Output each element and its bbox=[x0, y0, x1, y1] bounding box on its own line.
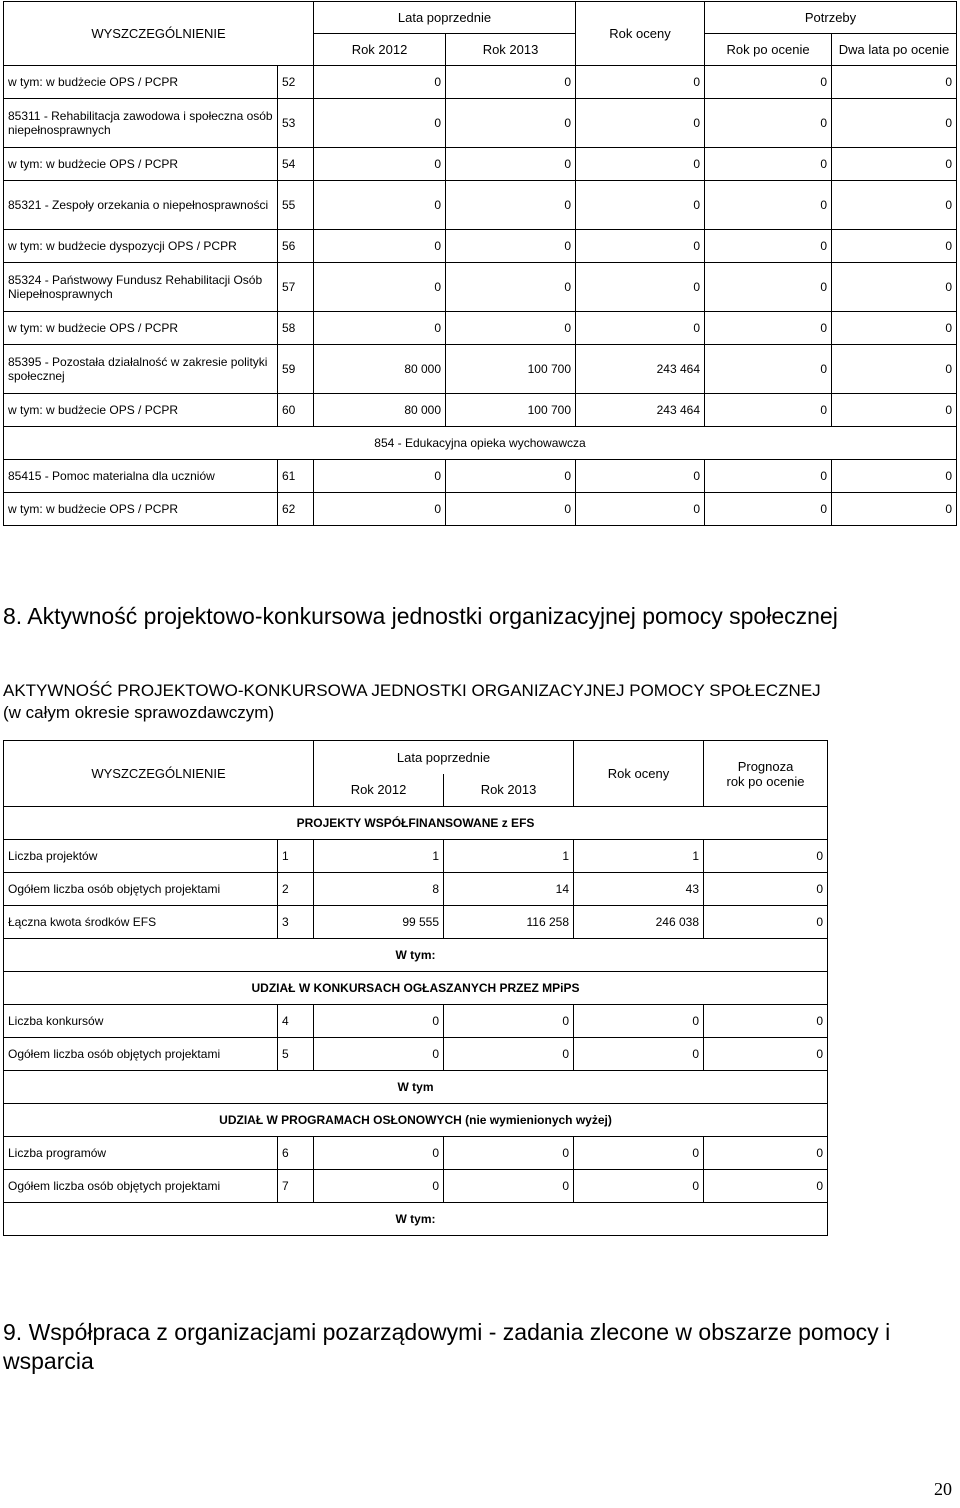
w-tym-2: W tym bbox=[4, 1071, 828, 1104]
table-row bbox=[4, 1038, 828, 1071]
table-row bbox=[4, 99, 957, 148]
row-value: 1 bbox=[574, 840, 704, 873]
row-label: Ogółem liczba osób objętych projektami bbox=[4, 1170, 278, 1203]
header2-rok-2012: Rok 2012 bbox=[314, 774, 444, 807]
page-number: 20 bbox=[934, 1479, 952, 1499]
header-rok-2012: Rok 2012 bbox=[314, 34, 446, 66]
section-8-subtitle bbox=[3, 680, 821, 724]
header-lata-poprzednie: Lata poprzednie bbox=[314, 2, 576, 34]
row-value: 0 bbox=[314, 312, 446, 345]
row-value: 0 bbox=[446, 99, 576, 148]
row-number: 56 bbox=[278, 230, 314, 263]
row-value: 243 464 bbox=[576, 394, 705, 427]
section-efs: PROJEKTY WSPÓŁFINANSOWANE z EFS bbox=[4, 807, 828, 840]
row-number: 61 bbox=[278, 460, 314, 493]
section-8-subtitle-line1: AKTYWNOŚĆ PROJEKTOWO-KONKURSOWA JEDNOSTKI ORGANIZACYJNEJ POMOCY SPOŁECZNEJ bbox=[3, 681, 821, 700]
row-value: 0 bbox=[704, 1137, 828, 1170]
header2-rok-po-ocenie: rok po ocenie bbox=[726, 773, 805, 789]
row-label: Liczba projektów bbox=[4, 840, 278, 873]
row-value: 116 258 bbox=[444, 906, 574, 939]
row-value: 0 bbox=[444, 1038, 574, 1071]
row-value: 0 bbox=[444, 1170, 574, 1203]
row-number: 62 bbox=[278, 493, 314, 526]
row-label: Ogółem liczba osób objętych projektami bbox=[4, 1038, 278, 1071]
row-label: 85321 - Zespoły orzekania o niepełnosprawności bbox=[4, 181, 278, 230]
row-label: 85415 - Pomoc materialna dla uczniów bbox=[4, 460, 278, 493]
table-row bbox=[4, 230, 957, 263]
row-value: 8 bbox=[314, 873, 444, 906]
row-value: 0 bbox=[314, 1170, 444, 1203]
row-value: 0 bbox=[705, 460, 832, 493]
row-value: 0 bbox=[446, 230, 576, 263]
row-value: 14 bbox=[444, 873, 574, 906]
row-value: 0 bbox=[314, 263, 446, 312]
w-tym-3: W tym: bbox=[4, 1203, 828, 1236]
header2-prognoza bbox=[704, 741, 828, 807]
row-value: 0 bbox=[444, 1005, 574, 1038]
row-value: 0 bbox=[314, 1005, 444, 1038]
row-value: 0 bbox=[705, 230, 832, 263]
row-label: 85395 - Pozostała działalność w zakresie polityki społecznej bbox=[4, 345, 278, 394]
row-value: 0 bbox=[705, 394, 832, 427]
row-number: 58 bbox=[278, 312, 314, 345]
row-value: 0 bbox=[832, 460, 957, 493]
header2-prognoza-label: Prognoza bbox=[737, 758, 794, 774]
row-value: 1 bbox=[314, 840, 444, 873]
needs-table bbox=[3, 1, 957, 526]
row-value: 0 bbox=[314, 460, 446, 493]
row-value: 0 bbox=[314, 181, 446, 230]
header-potrzeby: Potrzeby bbox=[705, 2, 957, 34]
row-value: 1 bbox=[444, 840, 574, 873]
row-label: 85311 - Rehabilitacja zawodowa i społeczna osób niepełnosprawnych bbox=[4, 99, 278, 148]
row-value: 100 700 bbox=[446, 394, 576, 427]
row-value: 0 bbox=[832, 99, 957, 148]
row-number: 55 bbox=[278, 181, 314, 230]
row-value: 0 bbox=[446, 493, 576, 526]
header-dwa-lata: Dwa lata po ocenie bbox=[832, 34, 957, 66]
row-value: 0 bbox=[574, 1005, 704, 1038]
section-854: 854 - Edukacyjna opieka wychowawcza bbox=[4, 427, 957, 460]
row-value: 0 bbox=[576, 99, 705, 148]
row-value: 0 bbox=[705, 66, 832, 99]
row-value: 0 bbox=[444, 1137, 574, 1170]
row-number: 1 bbox=[278, 840, 314, 873]
header-rok-po-ocenie: Rok po ocenie bbox=[705, 34, 832, 66]
row-label: w tym: w budżecie OPS / PCPR bbox=[4, 148, 278, 181]
project-activity-table bbox=[3, 740, 828, 1236]
table-row bbox=[4, 312, 957, 345]
table-row bbox=[4, 460, 957, 493]
row-label: w tym: w budżecie OPS / PCPR bbox=[4, 394, 278, 427]
row-value: 0 bbox=[832, 66, 957, 99]
row-value: 0 bbox=[446, 460, 576, 493]
row-value: 0 bbox=[705, 493, 832, 526]
row-value: 0 bbox=[705, 99, 832, 148]
table-row bbox=[4, 840, 828, 873]
section-8-subtitle-line2: (w całym okresie sprawozdawczym) bbox=[3, 703, 275, 722]
row-value: 0 bbox=[832, 148, 957, 181]
row-value: 0 bbox=[314, 99, 446, 148]
row-value: 246 038 bbox=[574, 906, 704, 939]
row-value: 100 700 bbox=[446, 345, 576, 394]
row-number: 60 bbox=[278, 394, 314, 427]
row-value: 0 bbox=[832, 263, 957, 312]
row-value: 0 bbox=[576, 181, 705, 230]
table-row bbox=[4, 906, 828, 939]
row-value: 0 bbox=[576, 230, 705, 263]
section-9-title: 9. Współpraca z organizacjami pozarządowymi - zadania zlecone w obszarze pomocy i wsparcia bbox=[3, 1319, 891, 1374]
row-value: 0 bbox=[574, 1170, 704, 1203]
row-value: 0 bbox=[574, 1137, 704, 1170]
row-number: 57 bbox=[278, 263, 314, 312]
section-8-title: 8. Aktywność projektowo-konkursowa jednostki organizacyjnej pomocy społecznej bbox=[3, 603, 838, 629]
row-label: w tym: w budżecie OPS / PCPR bbox=[4, 493, 278, 526]
row-value: 0 bbox=[832, 181, 957, 230]
table-row bbox=[4, 345, 957, 394]
row-value: 0 bbox=[446, 181, 576, 230]
section-oslonowe: UDZIAŁ W PROGRAMACH OSŁONOWYCH (nie wymienionych wyżej) bbox=[4, 1104, 828, 1137]
table-row bbox=[4, 148, 957, 181]
header-rok-2013: Rok 2013 bbox=[446, 34, 576, 66]
row-value: 0 bbox=[576, 148, 705, 181]
row-value: 0 bbox=[832, 394, 957, 427]
row-value: 0 bbox=[314, 1038, 444, 1071]
table-row bbox=[4, 66, 957, 99]
row-value: 0 bbox=[704, 906, 828, 939]
row-value: 0 bbox=[314, 230, 446, 263]
row-value: 0 bbox=[704, 1005, 828, 1038]
row-number: 53 bbox=[278, 99, 314, 148]
row-label: Liczba programów bbox=[4, 1137, 278, 1170]
row-number: 52 bbox=[278, 66, 314, 99]
row-number: 4 bbox=[278, 1005, 314, 1038]
row-value: 0 bbox=[576, 493, 705, 526]
row-value: 0 bbox=[576, 66, 705, 99]
header2-wyszczegolnienie: WYSZCZEGÓLNIENIE bbox=[4, 741, 314, 807]
row-label: Łączna kwota środków EFS bbox=[4, 906, 278, 939]
row-value: 0 bbox=[314, 148, 446, 181]
row-value: 0 bbox=[576, 263, 705, 312]
row-value: 80 000 bbox=[314, 345, 446, 394]
header-wyszczegolnienie: WYSZCZEGÓLNIENIE bbox=[4, 2, 314, 66]
row-value: 0 bbox=[704, 873, 828, 906]
w-tym-1: W tym: bbox=[4, 939, 828, 972]
row-value: 0 bbox=[832, 493, 957, 526]
row-value: 0 bbox=[446, 263, 576, 312]
table-row bbox=[4, 181, 957, 230]
row-value: 0 bbox=[576, 460, 705, 493]
row-value: 0 bbox=[704, 1170, 828, 1203]
row-value: 80 000 bbox=[314, 394, 446, 427]
row-number: 5 bbox=[278, 1038, 314, 1071]
row-value: 0 bbox=[705, 263, 832, 312]
row-value: 0 bbox=[705, 148, 832, 181]
row-value: 99 555 bbox=[314, 906, 444, 939]
table-row bbox=[4, 394, 957, 427]
row-label: Liczba konkursów bbox=[4, 1005, 278, 1038]
row-value: 0 bbox=[574, 1038, 704, 1071]
row-number: 59 bbox=[278, 345, 314, 394]
row-value: 243 464 bbox=[576, 345, 705, 394]
row-value: 0 bbox=[314, 493, 446, 526]
row-value: 0 bbox=[832, 345, 957, 394]
row-value: 0 bbox=[314, 1137, 444, 1170]
table-row bbox=[4, 1170, 828, 1203]
row-label: w tym: w budżecie dyspozycji OPS / PCPR bbox=[4, 230, 278, 263]
row-value: 0 bbox=[832, 312, 957, 345]
row-number: 6 bbox=[278, 1137, 314, 1170]
row-value: 0 bbox=[705, 181, 832, 230]
row-label: w tym: w budżecie OPS / PCPR bbox=[4, 66, 278, 99]
row-value: 0 bbox=[314, 66, 446, 99]
table-row bbox=[4, 1137, 828, 1170]
row-value: 43 bbox=[574, 873, 704, 906]
row-value: 0 bbox=[704, 840, 828, 873]
table-row bbox=[4, 493, 957, 526]
table-row bbox=[4, 1005, 828, 1038]
row-value: 0 bbox=[704, 1038, 828, 1071]
table-row bbox=[4, 263, 957, 312]
section-mpips: UDZIAŁ W KONKURSACH OGŁASZANYCH PRZEZ MPiPS bbox=[4, 972, 828, 1005]
row-number: 7 bbox=[278, 1170, 314, 1203]
row-value: 0 bbox=[446, 148, 576, 181]
table-row bbox=[4, 873, 828, 906]
row-value: 0 bbox=[832, 230, 957, 263]
row-value: 0 bbox=[446, 312, 576, 345]
row-value: 0 bbox=[705, 345, 832, 394]
header2-rok-2013: Rok 2013 bbox=[444, 774, 574, 807]
row-label: w tym: w budżecie OPS / PCPR bbox=[4, 312, 278, 345]
header-rok-oceny: Rok oceny bbox=[576, 2, 705, 66]
row-number: 54 bbox=[278, 148, 314, 181]
row-value: 0 bbox=[705, 312, 832, 345]
row-label: Ogółem liczba osób objętych projektami bbox=[4, 873, 278, 906]
row-value: 0 bbox=[576, 312, 705, 345]
row-number: 3 bbox=[278, 906, 314, 939]
row-value: 0 bbox=[446, 66, 576, 99]
row-number: 2 bbox=[278, 873, 314, 906]
row-label: 85324 - Państwowy Fundusz Rehabilitacji Osób Niepełnosprawnych bbox=[4, 263, 278, 312]
header2-lata-poprzednie: Lata poprzednie bbox=[314, 741, 574, 774]
header2-rok-oceny: Rok oceny bbox=[574, 741, 704, 807]
